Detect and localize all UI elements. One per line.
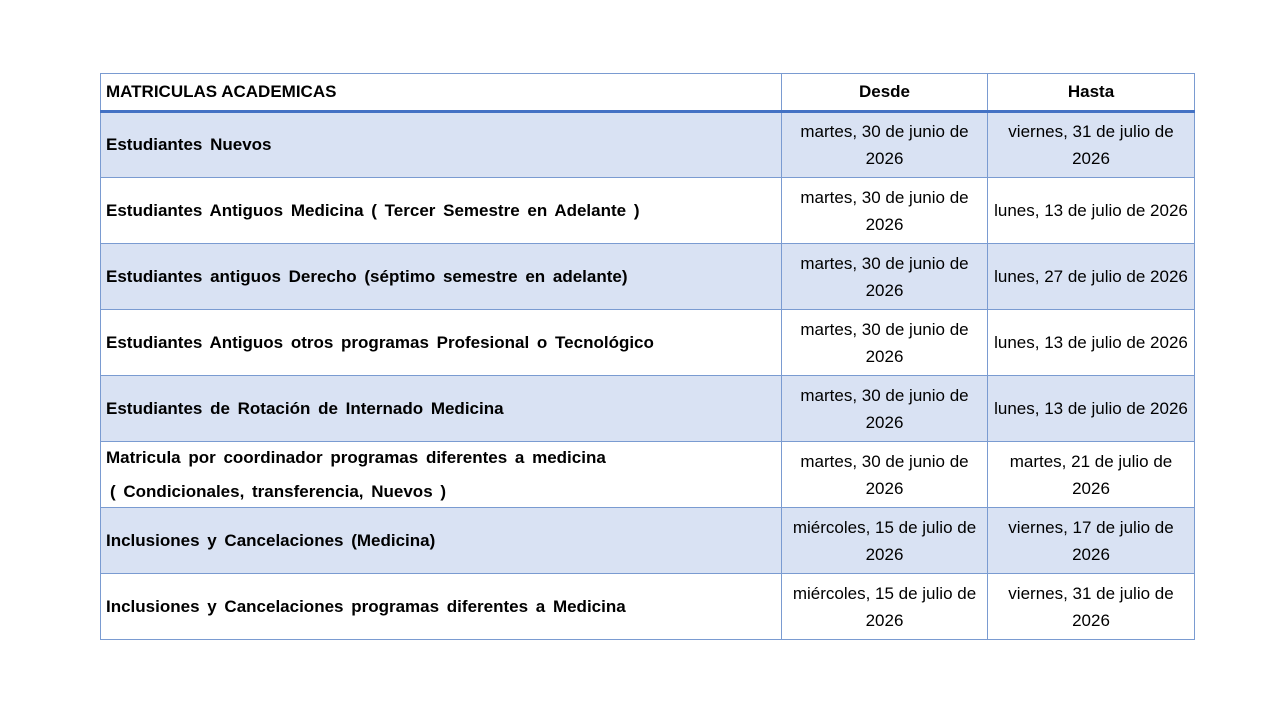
row-category-text: Estudiantes Antiguos otros programas Profesional o Tecnológico	[106, 332, 654, 352]
row-category	[101, 376, 782, 442]
table-row	[101, 442, 1195, 508]
table-row	[101, 244, 1195, 310]
table-row	[101, 310, 1195, 376]
row-category-text: Estudiantes Antiguos Medicina ( Tercer Semestre en Adelante )	[106, 200, 640, 220]
row-from-date: martes, 30 de junio de 2026	[782, 112, 988, 178]
enrollment-schedule-table	[100, 73, 1195, 640]
row-to-date: lunes, 13 de julio de 2026	[988, 376, 1195, 442]
table-header	[101, 74, 1195, 112]
row-to-date: viernes, 31 de julio de 2026	[988, 574, 1195, 640]
row-category-text: Estudiantes Nuevos	[106, 135, 272, 154]
header-category: MATRICULAS ACADEMICAS	[101, 74, 782, 112]
table-row	[101, 112, 1195, 178]
header-from: Desde	[782, 74, 988, 112]
row-from-date: miércoles, 15 de julio de 2026	[782, 574, 988, 640]
row-category-text: Matricula por coordinador programas diferentes a medicina	[106, 447, 606, 467]
row-from-date: martes, 30 de junio de 2026	[782, 442, 988, 508]
table-row	[101, 508, 1195, 574]
row-from-date: martes, 30 de junio de 2026	[782, 376, 988, 442]
row-category-text: Inclusiones y Cancelaciones (Medicina)	[106, 530, 436, 550]
row-category	[101, 178, 782, 244]
row-to-date: lunes, 27 de julio de 2026	[988, 244, 1195, 310]
table-row	[101, 574, 1195, 640]
row-category	[101, 244, 782, 310]
row-from-date: martes, 30 de junio de 2026	[782, 178, 988, 244]
header-row	[101, 74, 1195, 112]
table-body	[101, 112, 1195, 640]
row-from-date: martes, 30 de junio de 2026	[782, 244, 988, 310]
row-to-date: lunes, 13 de julio de 2026	[988, 310, 1195, 376]
row-category	[101, 508, 782, 574]
table-row	[101, 376, 1195, 442]
row-category	[101, 442, 782, 508]
row-from-date: martes, 30 de junio de 2026	[782, 310, 988, 376]
row-from-date: miércoles, 15 de julio de 2026	[782, 508, 988, 574]
row-category	[101, 574, 782, 640]
row-category	[101, 310, 782, 376]
row-to-date: lunes, 13 de julio de 2026	[988, 178, 1195, 244]
row-to-date: viernes, 31 de julio de 2026	[988, 112, 1195, 178]
row-category-subtext: ( Condicionales, transferencia, Nuevos )	[110, 481, 447, 501]
row-to-date: martes, 21 de julio de 2026	[988, 442, 1195, 508]
row-category-text: Inclusiones y Cancelaciones programas diferentes a Medicina	[106, 596, 626, 616]
header-to: Hasta	[988, 74, 1195, 112]
row-to-date: viernes, 17 de julio de 2026	[988, 508, 1195, 574]
row-category-text: Estudiantes de Rotación de Internado Medicina	[106, 398, 504, 418]
row-category-text: Estudiantes antiguos Derecho (séptimo semestre en adelante)	[106, 266, 628, 286]
table-row	[101, 178, 1195, 244]
row-category	[101, 112, 782, 178]
